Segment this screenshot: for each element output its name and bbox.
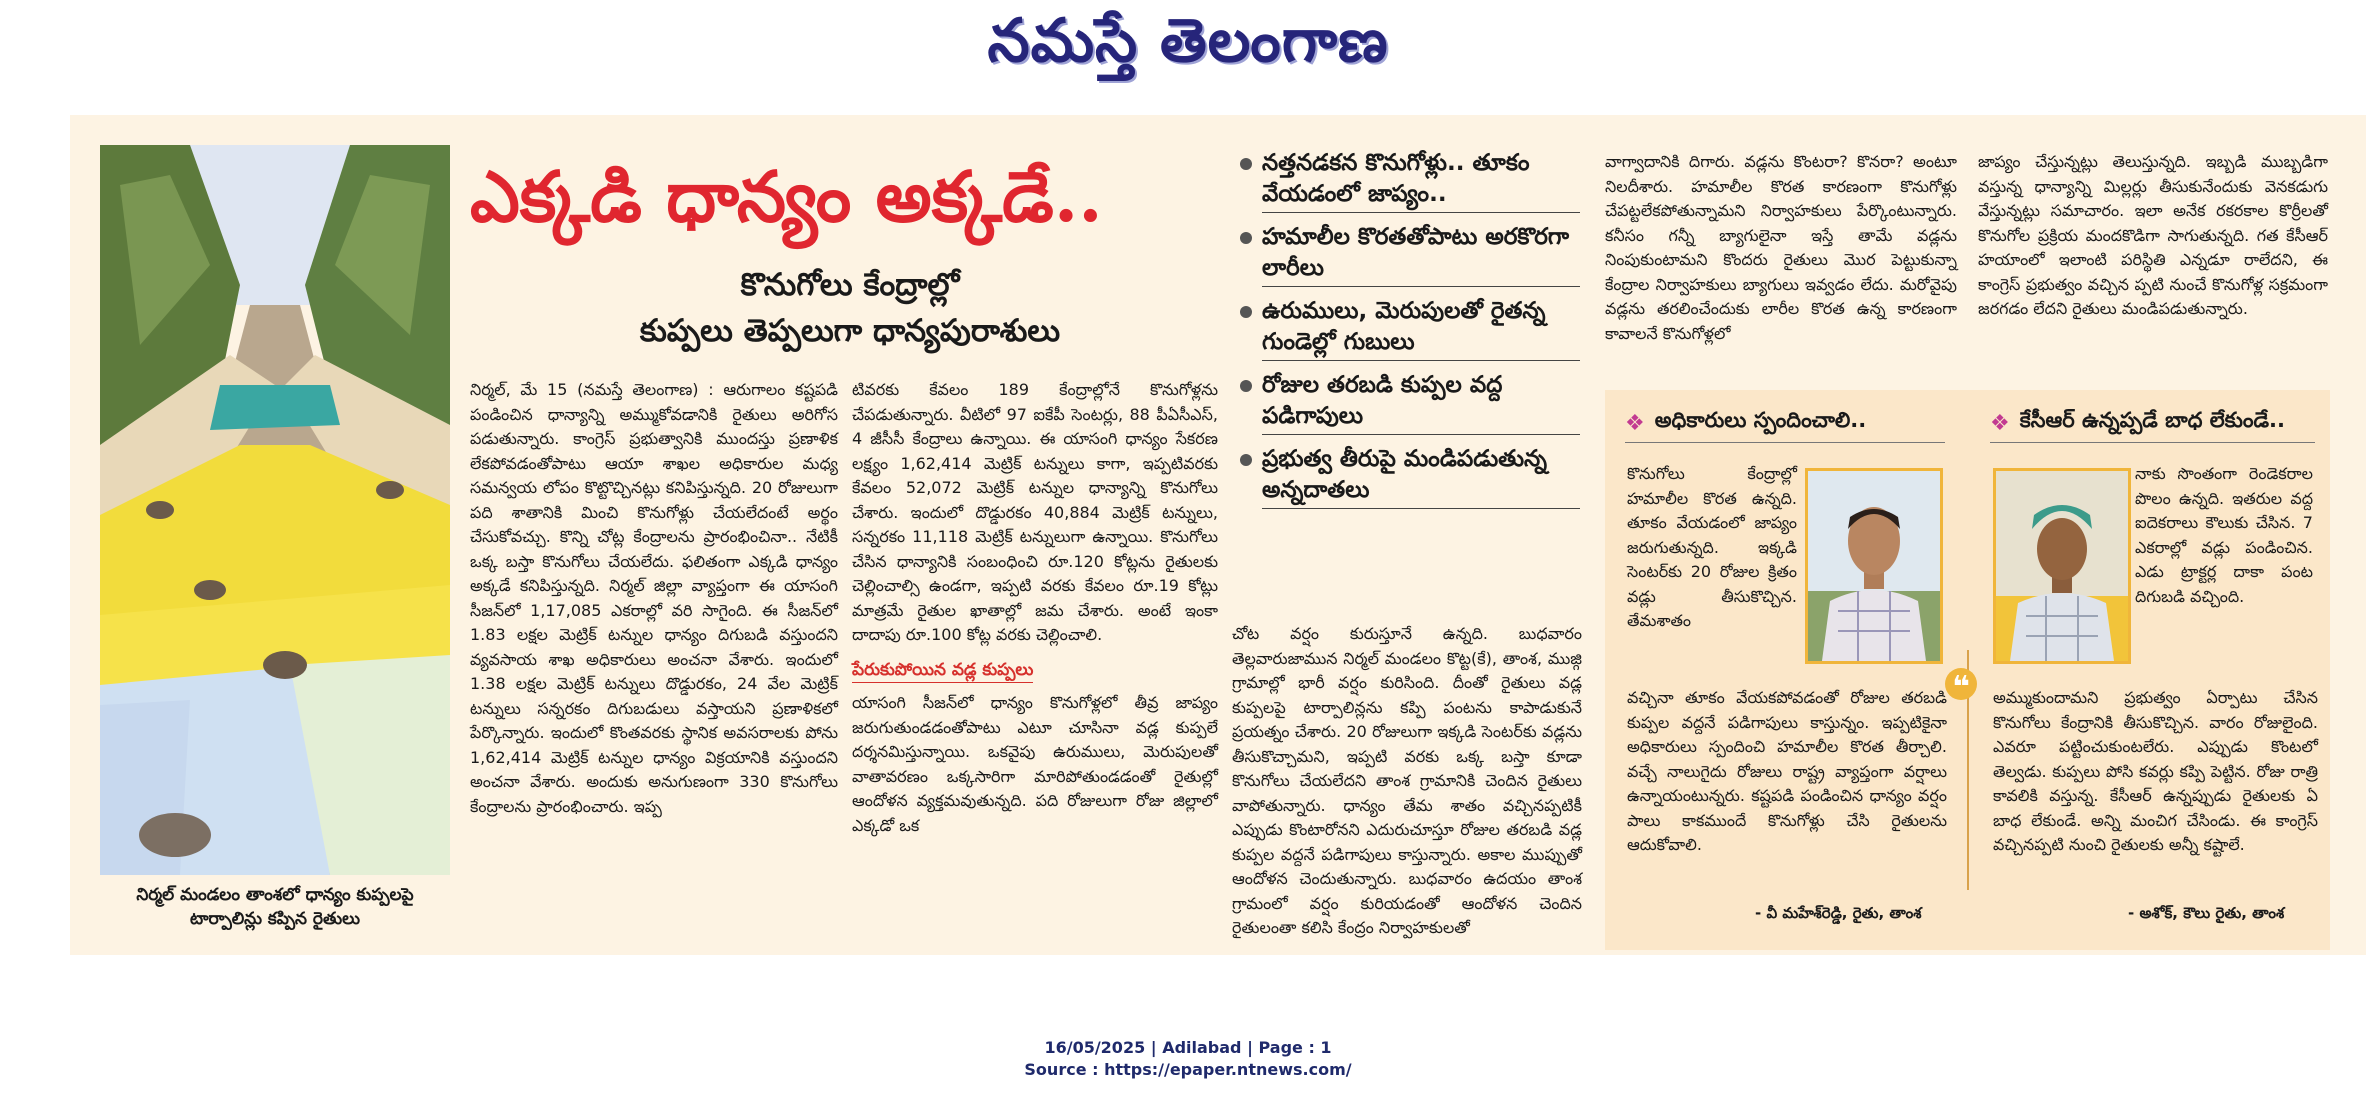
highlight-text: నత్తనడకన కొనుగోళ్లు.. తూకం వేయడంలో జాప్యం.. <box>1262 148 1580 213</box>
quote-mark-icon: ❝ <box>1945 668 1977 700</box>
section-subheading: పేరుకుపోయిన వడ్ల కుప్పలు <box>852 658 1033 684</box>
highlight-text: రోజుల తరబడి కుప్పల వద్ద పడిగాపులు <box>1262 370 1580 435</box>
highlight-text: హమాలీల కొరతతోపాటు అరకొరగా లారీలు <box>1262 222 1580 287</box>
subhead-line: కొనుగోలు కేంద్రాల్లో <box>740 267 960 303</box>
person-portrait-icon <box>1996 471 2128 661</box>
highlight-text: ప్రభుత్వ తీరుపై మండిపడుతున్న అన్నదాతలు <box>1262 444 1580 509</box>
quote-heading-1 <box>1625 408 1866 438</box>
article-headline: ఎక్కడి ధాన్యం అక్కడే.. <box>470 155 1103 238</box>
photo-caption-line: టార్పాలిన్లు కప్పిన రైతులు <box>189 909 361 929</box>
quote-text-2b: అమ్ముకుందామని ప్రభుత్వం ఏర్పాటు చేసిన కొనుగోలు కేంద్రానికి తీసుకొచ్చిన. వారం రోజులైంది. ఎవరూ పట్టించుకుంటలేరు. ఎప్పుడు కొంటలో తెల్వడు. కుప్పలు పోసి కవర్లు కప్పి పెట్టిన. రోజు రాత్రి కావలికి వస్తున్న. కేసీఆర్ ఉన్నప్పుడు రైతులకు ఏ బాధ లేకుండే. అన్ని మంచిగ చేసిండు. ఈ కాంగ్రెస్ వచ్చినప్పటి నుంచి రైతులకు అన్నీ కష్టాలే. <box>1993 688 2318 854</box>
source-link[interactable]: Source : https://epaper.ntnews.com/ <box>1024 1060 1352 1079</box>
highlight-item <box>1240 222 1580 287</box>
quote-heading-text: కేసీఆర్ ఉన్నప్పడే బాధ లేకుండే.. <box>2019 408 2285 432</box>
divider <box>1990 442 2315 443</box>
photo-caption <box>100 883 450 931</box>
highlight-item <box>1240 296 1580 361</box>
article-photo <box>100 145 450 875</box>
quote-text-1a: కొనుగోలు కేంద్రాల్లో హమాలీల కొరత ఉన్నది. తూకం వేయడంలో జాప్యం జరుగుతున్నది. ఇక్కడి సెంటర్‌కు 20 రోజుల క్రితం వడ్లు తీసుకొచ్చిన. తేమశాతం <box>1627 464 1797 630</box>
person-portrait-icon <box>1808 471 1940 661</box>
article-subheadline <box>470 262 1230 354</box>
highlight-text: ఉరుములు, మెరుపులతో రైతన్న గుండెల్లో గుబులు <box>1262 296 1580 361</box>
photo-caption-line: నిర్మల్ మండలం తాంశలో ధాన్యం కుప్పలపై <box>136 885 414 905</box>
body-column-2 <box>852 378 1218 838</box>
quote-signature-2: - అశోక్, కౌలు రైతు, తాంశ <box>2128 904 2285 922</box>
body-column-4: వాగ్వాదానికి దిగారు. వడ్లను కొంటరా? కొనరా? అంటూ నిలదీశారు. హమాలీల కొరత కారణంగా కొనుగోళ్లు చేపట్టలేకపోతున్నామని నిర్వాహకులు పేర్కొంటున్నారు. కనీసం గన్నీ బ్యాగులైనా ఇస్తే తామే వడ్లను నింపుకుంటామని కొందరు రైతులు మొర పెట్టుకున్నా కేంద్రాల నిర్వాహకులు బ్యాగులు ఇవ్వడం లేదు. మరోవైపు వడ్లను తరలించేందుకు లారీల కొరత ఉన్న కారణంగా కావాలనే కొనుగోళ్లలో <box>1605 152 1957 343</box>
diamond-bullet-icon: ❖ <box>1990 410 2010 436</box>
edition-info: 16/05/2025 | Adilabad | Page : 1 <box>1044 1038 1332 1057</box>
highlight-item <box>1240 444 1580 509</box>
highlights-list <box>1240 148 1580 518</box>
farmer-portrait-2 <box>1993 468 2131 664</box>
quote-signature-1: - వీ మహేశ్‌రెడ్డి, రైతు, తాంశ <box>1755 904 1922 922</box>
quote-text-1b: వచ్చినా తూకం వేయకపోవడంతో రోజుల తరబడి కుప్పల వద్దనే పడిగాపులు కాస్తున్నం. ఇప్పటికైనా అధికారులు స్పందించి హమాలీల కొరత తీర్చాలి. వచ్చే నాలుగైదు రోజులు రాష్ట్ర వ్యాప్తంగా వర్షాలు ఉన్నాయంటున్నరు. కష్టపడి పండించిన ధాన్యం వర్షం పాలు కాకముందే కొనుగోళ్లు చేసి రైతులను ఆదుకోవాలి. <box>1627 688 1947 854</box>
subhead-line: కుప్పలు తెప్పలుగా ధాన్యపురాశులు <box>639 313 1061 349</box>
quote-heading-text: అధికారులు స్పందించాలి.. <box>1654 408 1867 432</box>
body-column-2-text: టివరకు కేవలం 189 కేంద్రాల్లోనే కొనుగోళ్లను చేపడుతున్నారు. వీటిలో 97 ఐకేపీ సెంటర్లు, 88 పీఏసీఎస్, 4 జీసీసీ కేంద్రాలు ఉన్నాయి. ఈ యాసంగి ధాన్యం సేకరణ లక్ష్యం 1,62,414 మెట్రిక్ టన్నులు కాగా, ఇప్పటివరకు కేవలం 52,072 మెట్రిక్ టన్నుల ధాన్యాన్ని కొనుగోలు చేశారు. ఇందులో దొడ్డురకం 40,884 మెట్రిక్ టన్నులు, సన్నరకం 11,118 మెట్రిక్ టన్నులుగా ఉన్నాయి. కొనుగోలు చేసిన ధాన్యానికి సంబంధించి రూ.120 కోట్లను రైతులకు చెల్లించాల్సి ఉండగా, ఇప్పటి వరకు కేవలం రూ.19 కోట్లు మాత్రమే రైతుల ఖాతాల్లో జమ చేశారు. అంటే ఇంకా దాదాపు రూ.100 కోట్ల వరకు చెల్లించాలి. <box>852 380 1218 644</box>
divider <box>1625 442 1945 443</box>
body-column-5: జాప్యం చేస్తున్నట్లు తెలుస్తున్నది. ఇబ్బడి ముబ్బడిగా వస్తున్న ధాన్యాన్ని మిల్లర్లు తీసుకునేందుకు వెనకడుగు వేస్తున్నట్లు సమాచారం. ఇలా అనేక రకరకాల కొర్రీలతో కొనుగోల ప్రక్రియ మందకొడిగా సాగుతున్నది. గత కేసీఆర్ హయాంలో ఇలాంటి పరిస్థితి ఎన్నడూ రాలేదని, ఈ కాంగ్రెస్ ప్రభుత్వం వచ్చిన ప్పటి నుంచే కొనుగోళ్ల సక్రమంగా జరగడం లేదని రైతులు మండిపడుతున్నారు. <box>1978 152 2328 318</box>
body-column-2-text-b: యాసంగి సీజన్‌లో ధాన్యం కొనుగోళ్లలో తీవ్ర జాప్యం జరుగుతుండడంతోపాటు ఎటూ చూసినా వడ్ల కుప్పలే దర్శనమిస్తున్నాయి. ఒకవైపు ఉరుములు, మెరుపులతో వాతావరణం ఒక్కసారిగా మారిపోతుండడంతో రైతుల్లో ఆందోళన వ్యక్తమవుతున్నది. పది రోజులుగా రోజు జిల్లాలో ఎక్కడో ఒక <box>852 693 1218 835</box>
quote-text-2a: నాకు సొంతంగా రెండెకరాల పొలం ఉన్నది. ఇతరుల వద్ద ఐదెకరాలు కౌలుకు చేసిన. 7 ఎకరాల్లో వడ్లు పండించిన. ఎడు ట్రాక్టర్ల దాకా పంట దిగుబడి వచ్చింది. <box>2135 464 2313 606</box>
body-column-1: నిర్మల్, మే 15 (నమస్తే తెలంగాణ) : ఆరుగాలం కష్టపడి పండించిన ధాన్యాన్ని అమ్ముకోవడానికి రైతులు అరిగోస పడుతున్నారు. కాంగ్రెస్ ప్రభుత్వానికి ముందస్తు ప్రణాళిక లేకపోవడంతోపాటు ఆయా శాఖల అధికారుల మధ్య సమన్వయ లోపం కొట్టొచ్చినట్లు కనిపిస్తున్నది. 20 రోజులుగా పది శాతానికి మించి కొనుగోళ్లు చేయలేదంటే అర్థం చేసుకోవచ్చు. కొన్ని చోట్ల కేంద్రాలను ప్రారంభించినా.. నేటికీ ఒక్క బస్తా కొనుగోలు చేయలేదు. ఫలితంగా ఎక్కడి ధాన్యం అక్కడే కనిపిస్తున్నది. నిర్మల్ జిల్లా వ్యాప్తంగా ఈ యాసంగి సీజన్‌లో 1,17,085 ఎకరాల్లో వరి సాగైంది. ఈ సీజన్‌లో 1.83 లక్షల మెట్రిక్ టన్నుల ధాన్యం దిగుబడి వస్తుందని వ్యవసాయ శాఖ అధికారులు అంచనా వేశారు. ఇందులో 1.38 లక్షల మెట్రిక్ టన్నులు దొడ్డురకం, 24 వేల మెట్రిక్ టన్నులు సన్నరకం దిగుబడులు వస్తాయని ప్రణాళికలో పేర్కొన్నారు. ఇందులో కొంతవరకు స్థానిక అవసరాలకు పోను 1,62,414 మెట్రిక్ టన్నుల ధాన్యం విక్రయానికి వస్తుందని అంచనా వేశారు. అందుకు అనుగుణంగా 330 కొనుగోలు కేంద్రాలను ప్రారంభించారు. ఇప్ప <box>470 380 838 816</box>
grain-heaps-illustration <box>100 145 450 875</box>
bullet-dot-icon <box>1240 380 1252 392</box>
body-column-3: చోట వర్షం కురుస్తూనే ఉన్నది. బుధవారం తెల్లవారుజామున నిర్మల్ మండలం కొట్ట(కే), తాంశ, ముజ్గి గ్రామాల్లో భారీ వర్షం కురిసింది. దీంతో రైతులు వడ్ల కుప్పలపై టార్పాలిన్లను కప్పి పంటను కాపాడుకునే ప్రయత్నం చేశారు. 20 రోజులుగా ఇక్కడి సెంటర్‌కు వడ్లను తీసుకొచ్చామని, ఇప్పటి వరకు ఒక్క బస్తా కూడా కొనుగోలు చేయలేదని తాంశ గ్రామానికి చెందిన రైతులు వాపోతున్నారు. ధాన్యం తేమ శాతం వచ్చినప్పటికీ ఎప్పుడు కొంటారోనని ఎదురుచూస్తూ రోజుల తరబడి వడ్ల కుప్పల వద్దనే పడిగాపులు కాస్తున్నారు. అకాల ముప్పుతో ఆందోళన చెందుతున్నారు. బుధవారం ఉదయం తాంశ గ్రామంలో వర్షం కురియడంతో ఆందోళన చెందిన రైతులంతా కలిసి కేంద్రం నిర్వాహకులతో <box>1232 624 1582 937</box>
bullet-dot-icon <box>1240 232 1252 244</box>
bullet-dot-icon <box>1240 454 1252 466</box>
bullet-dot-icon <box>1240 306 1252 318</box>
bullet-dot-icon <box>1240 158 1252 170</box>
newspaper-masthead: నమస్తే తెలంగాణ <box>987 6 1389 76</box>
farmer-portrait-1 <box>1805 468 1943 664</box>
diamond-bullet-icon: ❖ <box>1625 410 1645 436</box>
highlight-item <box>1240 370 1580 435</box>
highlight-item <box>1240 148 1580 213</box>
quote-heading-2 <box>1990 408 2285 438</box>
